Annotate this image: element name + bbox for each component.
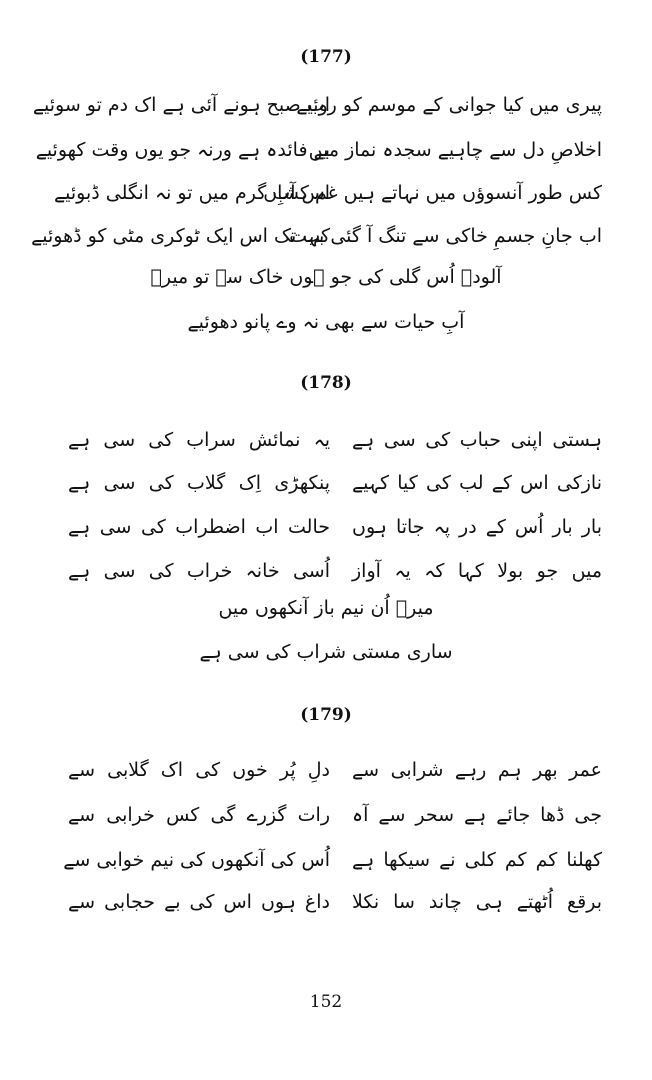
second-hemistich: داغ ہوں اس کی بے حجابی سے — [68, 891, 330, 913]
couplet — [0, 85, 652, 125]
couplet — [0, 216, 652, 256]
first-hemistich: اب جانِ جسمِ خاکی سے تنگ آ گئی بہت — [289, 225, 602, 247]
second-hemistich: یہ نمائش سراب کی سی ہے — [68, 429, 330, 451]
first-hemistich: برقع اُٹھتے ہی چاند سا نکلا — [352, 891, 602, 913]
couplet — [0, 420, 652, 460]
first-hemistich: پیری میں کیا جوانی کے موسم کو روئیے — [296, 94, 602, 116]
couplet — [0, 507, 652, 547]
couplet — [0, 551, 652, 591]
poem-number: (178) — [300, 373, 352, 393]
poem-number: (179) — [300, 705, 352, 725]
first-hemistich: اخلاصِ دل سے چاہیے سجدہ نماز میں — [308, 139, 602, 161]
second-hemistich: بے فائدہ ہے ورنہ جو یوں وقت کھوئیے — [35, 139, 330, 161]
couplet — [0, 795, 652, 835]
poem-number: (177) — [300, 47, 352, 67]
couplet — [0, 750, 652, 790]
second-hemistich: اُسی خانہ خراب کی سی ہے — [68, 560, 330, 582]
first-hemistich: عمر بھر ہم رہے شرابی سے — [352, 759, 602, 781]
maqta-second-line: ساری مستی شراب کی سی ہے — [199, 641, 453, 663]
second-hemistich: پنکھڑی اِک گلاب کی سی ہے — [68, 472, 330, 494]
first-hemistich: نازکی اس کے لب کی کیا کہیے — [352, 472, 602, 494]
second-hemistich: اُس کی آنکھوں کی نیم خوابی سے — [63, 849, 330, 871]
first-hemistich: ہستی اپنی حباب کی سی ہے — [352, 429, 602, 451]
first-hemistich: بار بار اُس کے در پہ جاتا ہوں — [352, 516, 602, 538]
second-hemistich: حالت اب اضطراب کی سی ہے — [68, 516, 330, 538]
second-hemistich: دلِ پُر خوں کی اک گلابی سے — [68, 759, 330, 781]
second-hemistich: رات گزرے گی کس خرابی سے — [68, 804, 330, 826]
couplet — [0, 130, 652, 170]
first-hemistich: جی ڈھا جائے ہے سحر سے آہ — [352, 804, 602, 826]
couplet — [0, 173, 652, 213]
maqta-second-line: آبِ حیات سے بھی نہ وے پانو دھوئیے — [187, 311, 465, 333]
couplet — [0, 840, 652, 880]
first-hemistich: کس طور آنسوؤں میں نہاتے ہیں غم کشاں — [263, 182, 602, 204]
couplet — [0, 882, 652, 922]
first-hemistich: میں جو بولا کہا کہ یہ آواز — [352, 560, 602, 582]
couplet — [0, 463, 652, 503]
first-hemistich: کھلنا کم کم کلی نے سیکھا ہے — [352, 849, 602, 871]
second-hemistich: کب تک اس ایک ٹوکری مٹی کو ڈھوئیے — [31, 225, 330, 247]
page-number: 152 — [309, 992, 343, 1012]
maqta-first-line: میرؔ اُن نیم باز آنکھوں میں — [218, 597, 434, 619]
maqta-first-line: آلودہ اُس گلی کی جو ہوں خاک سے تو میرؔ — [150, 266, 502, 288]
second-hemistich: اب صبح ہونے آئی ہے اک دم تو سوئیے — [32, 94, 330, 116]
second-hemistich: اس آبِ گرم میں تو نہ انگلی ڈبوئیے — [53, 182, 330, 204]
